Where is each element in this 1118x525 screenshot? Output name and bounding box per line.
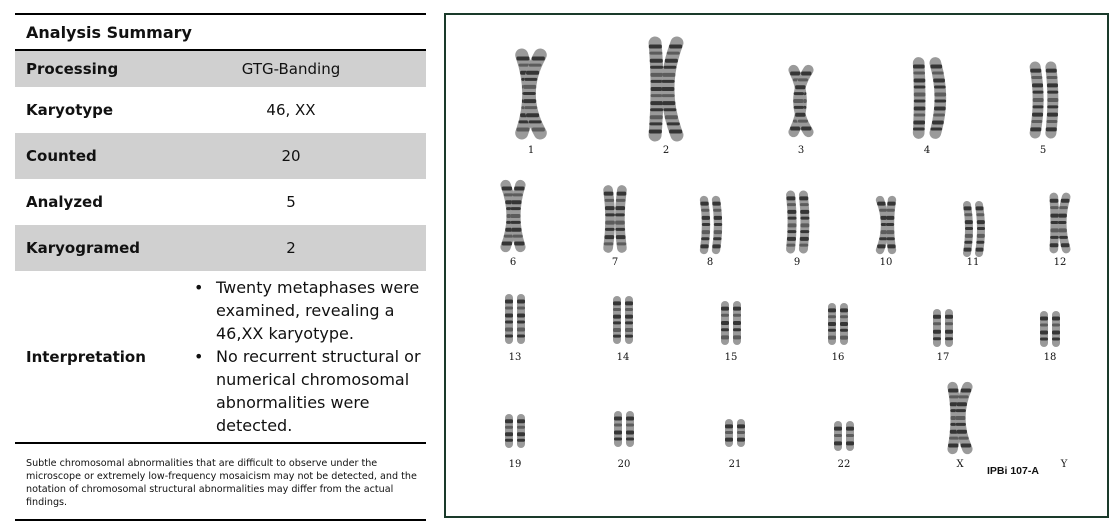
interpretation-point [194, 276, 426, 345]
karyogram-image [446, 15, 1107, 516]
chromosome-label-9: 9 [793, 257, 801, 268]
chromosome-4-2 [930, 63, 946, 133]
row-processing [15, 51, 426, 87]
chromosome-label-2: 2 [662, 145, 670, 156]
bullet-marker: • [194, 278, 204, 297]
chromosome-18-1 [1040, 315, 1048, 343]
analyzed-value: 5 [286, 193, 296, 211]
chromosome-20-2 [626, 415, 634, 443]
chromosome-5-1 [1030, 67, 1043, 133]
chromosome-label-5: 5 [1039, 145, 1047, 156]
karyotype-label: Karyotype [26, 101, 114, 119]
karyogramed-label: Karyogramed [26, 239, 141, 257]
chromosome-8-1 [700, 200, 710, 250]
counted-value: 20 [281, 147, 301, 165]
chromosome-label-X: X [956, 459, 964, 470]
chromosome-label-11: 11 [966, 257, 980, 268]
chromosome-9-1 [786, 195, 796, 249]
chromosome-13-2 [517, 298, 525, 340]
row-interpretation [15, 271, 426, 442]
chromosome-19-1 [505, 418, 513, 444]
chromosome-label-3: 3 [797, 145, 805, 156]
analysis-summary-table [15, 13, 426, 521]
chromosome-label-4: 4 [923, 145, 931, 156]
chromosome-label-1: 1 [527, 145, 535, 156]
chromosome-11-2 [976, 205, 985, 253]
chromosome-19-2 [517, 418, 525, 444]
chromosome-label-20: 20 [617, 459, 631, 470]
chromosome-label-10: 10 [879, 257, 893, 268]
chromosome-label-16: 16 [831, 352, 845, 363]
interpretation-text: Twenty metaphases were examined, revealing a 46,XX karyotype. [216, 278, 420, 343]
bullet-marker: • [194, 347, 204, 366]
chromosome-22-2 [846, 425, 854, 447]
chromosome-9-2 [799, 195, 809, 249]
chromosome-2-1 [649, 43, 664, 135]
chromosome-15-2 [733, 305, 741, 341]
interpretation-point [194, 345, 426, 437]
chromosome-14-1 [613, 300, 621, 340]
chromosome-5-2 [1046, 67, 1059, 133]
processing-label: Processing [26, 60, 119, 78]
row-karyotype [15, 87, 426, 133]
row-analyzed [15, 179, 426, 225]
chromosome-label-21: 21 [728, 459, 742, 470]
chromosome-8-2 [712, 200, 722, 250]
chromosome-16-2 [840, 307, 848, 341]
chromosome-label-18: 18 [1043, 352, 1057, 363]
chromosome-label-14: 14 [616, 352, 630, 363]
chromosome-label-19: 19 [508, 459, 522, 470]
chromosome-12-2 [1058, 197, 1070, 249]
chromosome-13-1 [505, 298, 513, 340]
cell-line-id: IPBi 107-A [987, 465, 1039, 477]
chromosome-label-17: 17 [936, 352, 950, 363]
chromosome-11-1 [964, 205, 973, 253]
chromosome-label-6: 6 [509, 257, 517, 268]
analyzed-label: Analyzed [26, 193, 103, 211]
counted-label: Counted [26, 147, 97, 165]
chromosome-14-2 [625, 300, 633, 340]
chromosome-12-1 [1050, 197, 1059, 249]
chromosome-7-2 [615, 190, 626, 248]
interpretation-list [186, 276, 426, 437]
processing-value: GTG-Banding [241, 60, 341, 78]
chromosome-21-1 [725, 423, 733, 443]
chromosome-label-22: 22 [837, 459, 851, 470]
chromosome-17-1 [933, 313, 941, 343]
chromosome-4-1 [913, 63, 925, 133]
chromosome-label-13: 13 [508, 352, 522, 363]
chromosome-22-1 [834, 425, 842, 447]
chromosome-15-1 [721, 305, 729, 341]
karyogram-panel [444, 13, 1109, 518]
chromosome-label-Y: Y [1060, 459, 1068, 470]
chromosome-18-2 [1052, 315, 1060, 343]
chromosome-10-2 [886, 200, 896, 250]
chromosome-20-1 [614, 415, 622, 443]
chromosome-21-2 [737, 423, 745, 443]
chromosome-7-1 [604, 190, 615, 248]
bottom-rule [15, 519, 426, 521]
chromosome-17-2 [945, 313, 953, 343]
interpretation-label: Interpretation [26, 347, 146, 366]
table-title: Analysis Summary [26, 22, 192, 42]
chromosome-label-12: 12 [1053, 257, 1067, 268]
footnote: Subtle chromosomal abnormalities that are difficult to observe under the microscope or extremely low-frequency mosaicism may not be detected, and the notation of chromosomal structural abnormalities may differ from the actual findings. [26, 458, 417, 508]
interpretation-text: No recurrent structural or numerical chromosomal abnormalities were detected. [216, 347, 421, 435]
chromosome-label-15: 15 [724, 352, 738, 363]
row-counted [15, 133, 426, 179]
chromosome-2-2 [661, 43, 682, 135]
chromosome-label-7: 7 [611, 257, 619, 268]
karyogramed-value: 2 [286, 239, 296, 257]
chromosome-16-1 [828, 307, 836, 341]
chromosome-label-8: 8 [706, 257, 714, 268]
row-karyogramed [15, 225, 426, 271]
karyotype-value: 46, XX [266, 101, 316, 119]
